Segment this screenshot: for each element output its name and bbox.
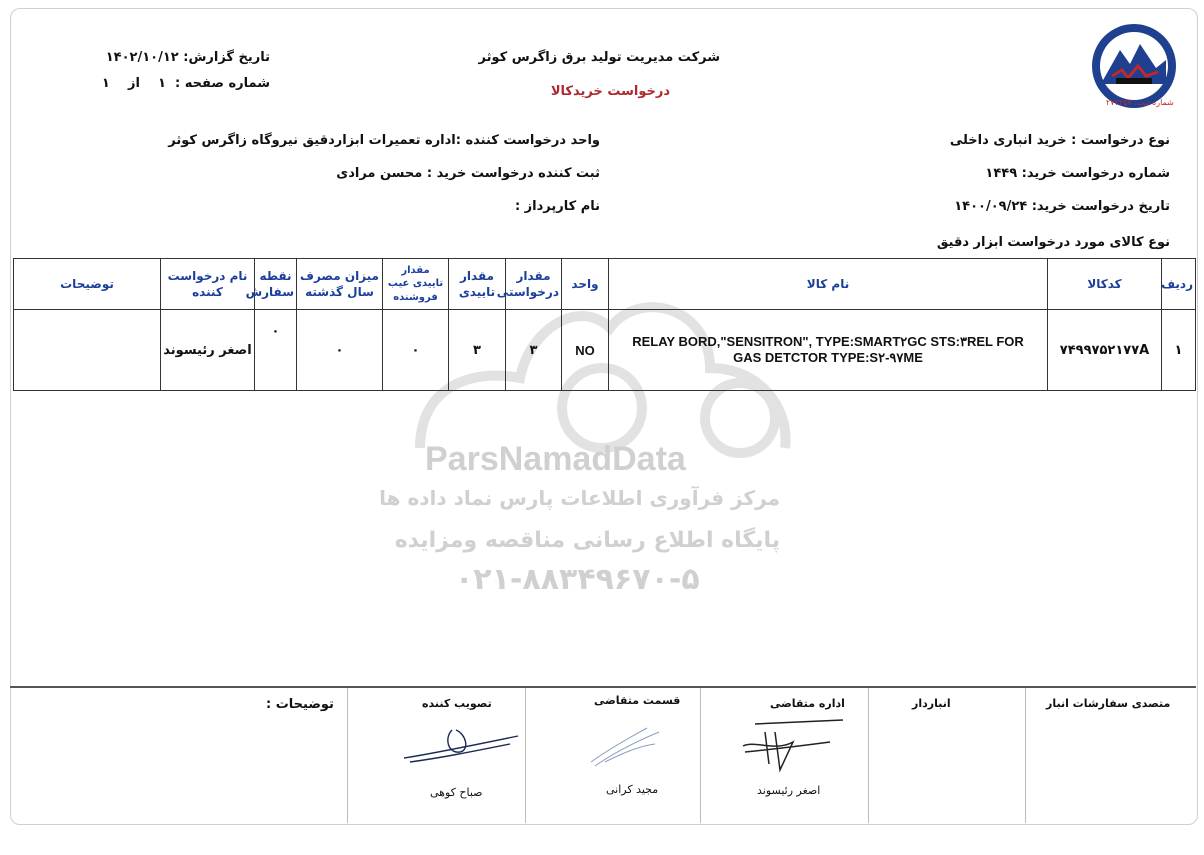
cell-name: RELAY BORD,"SENSITRON", TYPE:SMART۲GC STS:۳REL FOR GAS DETCTOR TYPE:S۲-۹۷ME bbox=[609, 310, 1048, 391]
footer-separator bbox=[347, 688, 348, 823]
logo-caption: شماره ثبت: ۲۷۲۳۵۷ bbox=[1106, 98, 1174, 107]
cell-notes bbox=[14, 310, 161, 391]
footer-divider bbox=[10, 686, 1196, 688]
table-row bbox=[14, 310, 1196, 391]
cell-requester: اصغر رئیسوند bbox=[161, 310, 255, 391]
watermark-line2: پایگاه اطلاع رسانی مناقصه ومزایده bbox=[394, 528, 780, 553]
request-type: نوع درخواست : خرید انباری داخلی bbox=[949, 133, 1170, 148]
report-date bbox=[105, 50, 270, 65]
applicant-dept-title: اداره متقاضی bbox=[770, 697, 845, 710]
cell-last-year: ۰ bbox=[297, 310, 383, 391]
page-total: ۱ bbox=[101, 76, 110, 91]
warehouse-keeper-title: انباردار bbox=[912, 697, 951, 710]
watermark-line1: مرکز فرآوری اطلاعات پارس نماد داده ها bbox=[379, 486, 780, 510]
applicant-dept-signature bbox=[735, 712, 845, 772]
document-type: درخواست خریدکالا bbox=[550, 84, 670, 99]
approver-signature bbox=[400, 718, 525, 773]
header-requester: نام درخواست کننده bbox=[161, 259, 255, 310]
page-number bbox=[100, 76, 270, 91]
footer-separator bbox=[1025, 688, 1026, 823]
header-order-point: نقطه سفارش bbox=[255, 259, 297, 310]
page-current: ۱ bbox=[158, 76, 166, 91]
header-qty-requested: مقدار درخواستی bbox=[506, 259, 562, 310]
applicant-section-title: قسمت متقاضی bbox=[594, 694, 681, 707]
header-code: کدکالا bbox=[1048, 259, 1162, 310]
page-label: شماره صفحه : bbox=[175, 76, 270, 91]
report-date-label: تاریخ گزارش: bbox=[183, 50, 270, 65]
approver-title: تصویب کننده bbox=[422, 697, 492, 710]
footer-separator bbox=[525, 688, 526, 823]
watermark-brand: ParsNamadData bbox=[425, 440, 686, 478]
header-qty-approved-seller: مقدار تاییدی عیب فروشنده bbox=[383, 259, 449, 310]
footer-separator bbox=[700, 688, 701, 823]
footer-separator bbox=[868, 688, 869, 823]
watermark-phone: ۰۲۱-۸۸۳۴۹۶۷۰-۵ bbox=[455, 562, 700, 597]
cell-code: ۷۴۹۹۷۵۲۱۷۷A bbox=[1048, 310, 1162, 391]
table-header-row bbox=[14, 259, 1196, 310]
applicant-section-signature bbox=[585, 722, 665, 772]
header-last-year: میزان مصرف سال گذشته bbox=[297, 259, 383, 310]
header-qty-approved: مقدار تاییدی bbox=[449, 259, 506, 310]
header-row-no: ردیف bbox=[1162, 259, 1196, 310]
report-date-value: ۱۴۰۲/۱۰/۱۲ bbox=[105, 50, 179, 65]
approver-name: صباح کوهی bbox=[430, 786, 483, 799]
request-date: تاریخ درخواست خرید: ۱۴۰۰/۰۹/۲۴ bbox=[954, 199, 1170, 214]
company-logo bbox=[1086, 20, 1182, 116]
cell-qty-approved-seller: ۰ bbox=[383, 310, 449, 391]
purchaser: نام کارپرداز : bbox=[514, 199, 600, 214]
cell-qty-approved: ۳ bbox=[449, 310, 506, 391]
cell-row-no: ۱ bbox=[1162, 310, 1196, 391]
applicant-section-name: مجید کرانی bbox=[606, 783, 659, 796]
company-name: شرکت مدیریت تولید برق زاگرس کوثر bbox=[478, 50, 720, 65]
cell-order-point: ۰ bbox=[255, 310, 297, 391]
storage-officer-title: متصدی سفارشات انبار bbox=[1046, 697, 1171, 710]
registrar: ثبت کننده درخواست خرید : محسن مرادی bbox=[336, 166, 600, 181]
header-unit: واحد bbox=[562, 259, 609, 310]
header-name: نام کالا bbox=[609, 259, 1048, 310]
item-type: نوع کالای مورد درخواست ابزار دقیق bbox=[936, 235, 1170, 250]
cell-qty-requested: ۳ bbox=[506, 310, 562, 391]
applicant-dept-name: اصغر رئیسوند bbox=[757, 784, 821, 797]
items-table bbox=[13, 258, 1196, 391]
header-notes: توضیحات bbox=[14, 259, 161, 310]
request-number: شماره درخواست خرید: ۱۴۴۹ bbox=[985, 166, 1170, 181]
cell-unit: NO bbox=[562, 310, 609, 391]
footer-notes-label: توضیحات : bbox=[266, 697, 334, 712]
requesting-unit: واحد درخواست کننده :اداره تعمیرات ابزاردقیق نیروگاه زاگرس کوثر bbox=[168, 133, 600, 148]
page-of: از bbox=[127, 76, 140, 91]
